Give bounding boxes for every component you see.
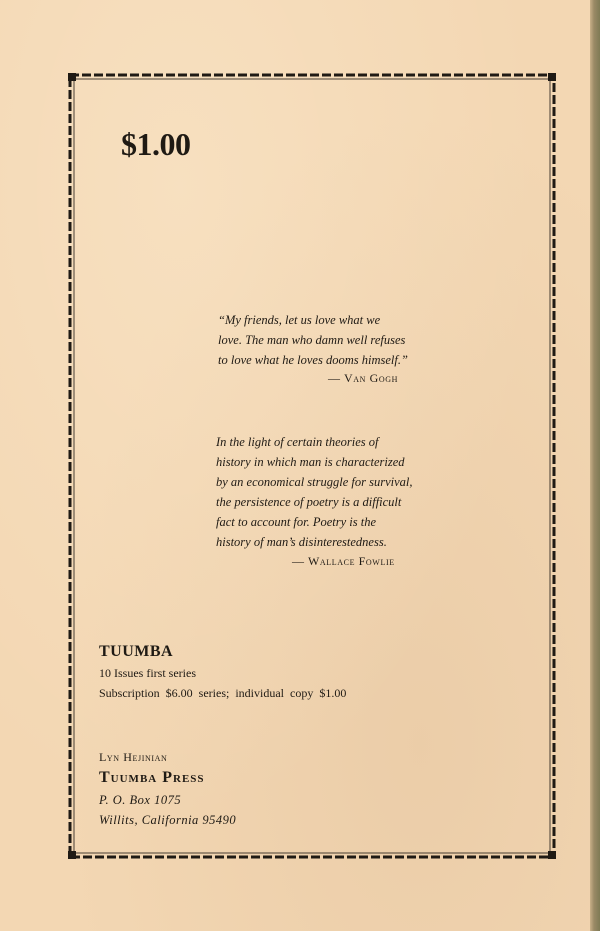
price-label: $1.00 [121, 126, 191, 162]
book-spine-edge [590, 0, 600, 931]
publisher-name: Lyn Hejinian [99, 750, 168, 764]
quote-attribution: — Wallace Fowlie [292, 554, 395, 568]
quote-line: history of man’s disinterestedness. [216, 535, 387, 549]
press-address-line: Willits, California 95490 [99, 813, 237, 827]
quote-line: by an economical struggle for survival, [216, 475, 413, 489]
series-subscription: Subscription $6.00 series; individual copy $1.00 [99, 686, 347, 700]
series-title: TUUMBA [99, 643, 174, 660]
quote-line: “My friends, let us love what we [218, 313, 381, 327]
fowlie-quote [216, 432, 413, 552]
quote-line: to love what he loves dooms himself.” [218, 353, 408, 367]
quote-line: love. The man who damn well refuses [218, 333, 406, 347]
press-address-line: P. O. Box 1075 [99, 793, 182, 807]
quote-line: fact to account for. Poetry is the [216, 515, 377, 529]
quote-line: In the light of certain theories of [216, 435, 379, 449]
van-gogh-quote [218, 310, 408, 370]
series-issues: 10 Issues first series [99, 666, 196, 680]
press-name: Tuumba Press [99, 769, 205, 786]
quote-attribution: — Van Gogh [328, 371, 399, 385]
quote-line: the persistence of poetry is a difficult [216, 495, 402, 509]
quote-line: history in which man is characterized [216, 455, 405, 469]
